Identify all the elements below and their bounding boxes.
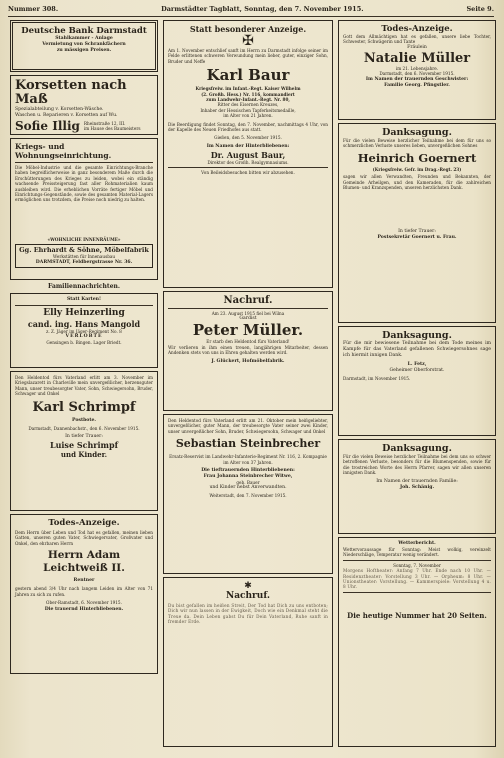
steinbrecher-place: Weiterstadt, den 7. November 1915. <box>209 493 287 499</box>
steinbrecher-by2: geb. Bauer <box>236 480 260 486</box>
baur-by2: Direktor des Großh. Realgymnasiums. <box>207 159 289 165</box>
natalie-age: im 21. Lebensjahre. <box>395 65 439 71</box>
fetz-role: Geheimer Oberforstrat. <box>389 368 445 373</box>
schaenig-by: Joh. Schänig. <box>399 484 435 490</box>
natalie-intro: Gott dem Allmächtigen hat es gefallen, unsere liebe Tochter, Schwester, Schwägerin und Tante <box>343 34 491 45</box>
mueller-firm: J. Glückert, Hofmöbelfabrik. <box>211 358 285 364</box>
wetter-lines: Morgens Hoftheater: Anfang 7 Uhr. Ende nach 10 Uhr. — Residenztheater: Vorstellung 3 Uhr. — Orpheum: 8 Uhr. — Unionstheater: Vorstellung. — Kammerspiele: Vorstellung 4 u. 8 Uhr. <box>343 568 491 590</box>
wetter-title: Wetterbericht. <box>398 541 436 546</box>
steinbrecher-mourn: Die tieftrauernden Hinterbliebenen: <box>201 468 295 474</box>
korsetten-addr: Rheinstraße 12, III. <box>83 120 126 126</box>
schrimpf-by2: und Kinder. <box>60 450 108 460</box>
wetter-text: Wettervoraussage für Sonntag: Meist wolkig, vereinzelt Niederschläge, Temperatur wenig verändert. <box>343 547 491 558</box>
leichtweiss-mourn: Die trauernd Hinterbliebenen. <box>44 607 124 613</box>
verlobte-name2: cand. ing. Hans Mangold <box>27 319 141 329</box>
bank-line1: Stahlkammer - Anlage <box>55 36 113 41</box>
goernert-text: sagen wir allen Verwandten, Freunden und Bekannten, der Gemeinde Arheilgen, und den Kameraden, für die zahlreichen Blumen- und Kranzspenden, unseren herzlichsten Dank. <box>343 174 491 191</box>
steinbrecher-age: im Alter von 37 Jahren. <box>223 459 273 465</box>
masthead-line: Darmstädter Tagblatt, Sonntag, den 7. November 1915. <box>161 5 364 13</box>
baur-role5: Inhaber der Hessischen Tapferkeitsmedaille, <box>200 107 296 113</box>
ad-ehrhardt <box>10 138 158 280</box>
goernert-by: Postsekretär Goernert u. Frau. <box>377 235 457 241</box>
ad-schrimpf <box>10 371 158 511</box>
mueller-intro: Am 23. August 1915 fiel bei Wilna <box>211 311 285 316</box>
ad-fetz <box>338 326 496 436</box>
page-number: Nummer 308. <box>8 5 59 13</box>
natalie-name: Natalie Müller <box>363 50 471 66</box>
verlobte-label: VERLOBTE <box>65 334 103 340</box>
steinbrecher-by: Frau Johanna Steinbrecher Witwe, <box>203 474 293 480</box>
natalie-mourn: Im Namen der trauernden Geschwister: <box>365 76 469 82</box>
nachruf2-lines: Du bist gefallen im heißen Streit, Der Tod hat Dich zu uns entboten; Dich wir nun lassen in der Ewigkeit, Doch wie ein Denkmal steht die Treue da. Dein Leben gabst Du für Dein Vaterland, Ruhe sanft in fremder Erde. <box>168 603 328 625</box>
ad-baur <box>163 20 333 288</box>
leichtweiss-title: Todes-Anzeige. <box>48 518 120 528</box>
schrimpf-place: Darmstadt, Dannenbachstr., den 6. November 1915. <box>28 425 140 431</box>
bank-line3: zu mässigen Preisen. <box>56 48 112 53</box>
schaenig-text: Für die vielen Beweise herzlicher Teilnahme bei dem uns so schwer betroffenen Verluste, besonders für die Blumenspenden, sowie für die trostreichen Worte des Herrn Pfarrer, sagen wir allen unseren innigsten Dank. <box>343 454 491 476</box>
krieg-body: Die Möbel-Industrie und die gesamte Einrichtungs-Branche haben begreiflicherweise in ganz besonderem Maße durch die Erschütterungen des Krieges zu leiden, wobei ein ständig wachsende Preissteigerung fast aller Rohmaterialien kaum ausbleiben wird. Die erheblichen Vorräte fertiger Möbel und Einrichtungs-Gegenstände, sowie des gesamten Material-Lagers ermöglichen uns trotzdem, die Preise noch niedrig zu halten. <box>15 165 153 203</box>
baur-role2: (2. Großh. Hess.) Nr. 116, kommandiert <box>201 91 295 97</box>
schrimpf-name: Karl Schrimpf <box>32 399 136 415</box>
goernert-title: Danksagung. <box>382 127 452 138</box>
ad-schaenig <box>338 439 496 534</box>
iron-cross-icon: ✠ <box>242 33 254 49</box>
page-header <box>8 2 494 17</box>
verlobte-top: Statt Karten! <box>66 297 102 302</box>
ad-goernert <box>338 123 496 323</box>
steinbrecher-role: Ersatz-Reservist im Landwehr-Infanterie-Regiment Nr. 116, 2. Kompagnie <box>169 454 327 460</box>
schaenig-mourn: Im Namen der trauernden Familie: <box>376 478 458 484</box>
ad-mueller-natalie <box>338 20 496 120</box>
ehrhardt-city: DARMSTADT, Feldbergstrasse Nr. 36. <box>35 259 133 265</box>
mueller-text2: Wir verlieren in ihm einen treuen, langjährigen Mitarbeiter, dessen Andenken stets von uns in Ehren gehalten werden wird. <box>168 344 328 356</box>
bank-line2: Vermietung von Schrankfächern <box>42 42 126 47</box>
fetz-name: L. Fetz, <box>407 362 427 367</box>
ad-korsetten <box>10 75 158 135</box>
wetter-date: Sonntag, 7. November <box>393 562 441 568</box>
natalie-by: Familie Georg. Pfingstler. <box>384 82 450 88</box>
baur-note: Von Beileidsbesuchen bitten wir abzusehen. <box>201 170 295 176</box>
mueller-title: Nachruf. <box>223 295 273 306</box>
baur-title: Statt besonderer Anzeige. <box>189 24 307 34</box>
goernert-role: (Kriegsfreiw. Gefr. im Drag.-Regt. 23) <box>372 166 462 172</box>
ad-verlobte <box>10 293 158 368</box>
baur-mourn: Im Namen der Hinterbliebenen: <box>206 143 290 149</box>
nachruf2-title: Nachruf. <box>225 591 271 601</box>
ehrhardt-firm: Gg. Ehrhardt & Söhne, Möbelfabrik <box>19 246 149 255</box>
korsetten-sub2: Waschen u. Reparieren v. Korsetten auf Wu. <box>15 113 118 118</box>
leichtweiss-name: Herrn Adam Leichtweiß II. <box>43 549 125 575</box>
baur-age: im Alter von 21 Jahren. <box>223 113 273 119</box>
baur-role3: zum Landwehr-Infant.-Regt. Nr. 80, <box>206 97 290 103</box>
column-left <box>10 20 158 750</box>
star-icon: ✱ <box>244 581 252 591</box>
baur-role4: Ritter des Eisernen Kreuzes, <box>217 102 279 108</box>
bank-title: Deutsche Bank Darmstadt <box>21 26 147 36</box>
baur-by: Dr. August Baur, <box>210 149 286 160</box>
ad-deutsche-bank <box>10 20 158 72</box>
verlobte-name1: Elly Heinzerling <box>43 308 125 318</box>
baur-role: Kriegsfreiw. im Infant.-Regt. Kaiser Wilhelm <box>195 86 301 92</box>
baur-intro: Am 1. November entschlief sanft im Herrn zu Darmstadt infolge seiner im Felde erlittenen schweren Verwundung mein lieber, guter, einziger Sohn, Bruder und Neffe <box>168 48 328 64</box>
leichtweiss-intro: Dem Herrn über Leben und Tod hat es gefallen, meinen lieben Gatten, unseren guten Vater, Schwiegervater, Großvater und Onkel, den ehrbaren Herrn <box>15 530 153 546</box>
natalie-place: Darmstadt, den 6. November 1915. <box>379 71 455 77</box>
fetz-place: Darmstadt, im November 1915. <box>343 376 411 381</box>
ad-leichtweiss <box>10 514 158 674</box>
section-familien: Familiennachrichten. <box>48 283 120 290</box>
wetter-section <box>338 537 496 747</box>
leichtweiss-text: gestern abend 3/4 Uhr nach langem Leiden im Alter von 71 Jahren zu sich zu rufen. <box>15 586 153 597</box>
korsetten-title: Korsetten nach Maß <box>15 78 127 107</box>
fetz-title: Danksagung. <box>382 330 452 341</box>
korsetten-sub: Spezialabteilung v. Korsetten-Wäsche. <box>15 107 104 112</box>
ehrhardt-firm2: Werkstätten für Innenausbau <box>52 254 116 260</box>
mueller-name: Peter Müller. <box>192 321 304 340</box>
ad-nachruf2 <box>163 577 333 747</box>
steinbrecher-intro: Den Heldentod fürs Vaterland erlitt am 21. Oktober mein heißgeliebter, unvergeßlicher, guter Mann, der treubesorgte Vater seiner zwei Kinder, unser unvergeßlicher Sohn, Bruder, Schwiegersohn, Schwager und Onkel <box>168 418 328 434</box>
mueller-text: Er starb den Heldentod fürs Vaterland! <box>206 339 290 345</box>
schrimpf-by: Luise Schrimpf <box>49 440 119 451</box>
schrimpf-intro: Den Heldentod fürs Vaterland erlitt am 3. November im Kriegslazarett in Charleville mein unvergeßlicher, herzensguter Mann, unser treubesorgter Vater, Sohn, Schwiegersohn, Bruder, Schwager und Onkel <box>15 375 153 397</box>
fetz-text: Für die mir bewiesene Teilnahme bei dem Tode meines im Kampfe für das Vaterland gefallenen Schwiegersohnes sage ich hiermit innigen Dank. <box>343 341 491 358</box>
leichtweiss-place: Ober-Ramstadt, 6. November 1915. <box>46 600 122 606</box>
ad-steinbrecher <box>163 414 333 574</box>
goernert-intro: Für die vielen Beweise herzlicher Teilnahme bei dem für uns so schmerzlichen Verluste unseres lieben, unvergeßlichen Sohnes <box>343 138 491 149</box>
column-right <box>338 20 496 750</box>
page-label: Seite 9. <box>466 5 494 13</box>
schaenig-title: Danksagung. <box>382 443 452 454</box>
baur-burial: Die Beerdigung findet Sonntag, den 7. November, nachmittags 4 Uhr, von der Kapelle des Neuen Friedhofes aus statt. <box>168 121 328 133</box>
leichtweiss-role: Rentner <box>73 578 95 584</box>
krieg-title: Kriegs- und Wohnungseinrichtung. <box>15 142 112 160</box>
verlobte-place: Gensingen b. Bingen. Lager Briedt. <box>46 340 122 346</box>
korsetten-name: Sofie Illig <box>15 119 80 133</box>
baur-name: Karl Baur <box>206 66 290 85</box>
schrimpf-mourn: In tiefer Trauer: <box>65 434 103 440</box>
ad-mueller <box>163 291 333 411</box>
korsetten-addr2: im Hause des Baumeisters <box>83 126 141 131</box>
schrimpf-role: Postbote. <box>71 417 97 423</box>
baur-place: Gießen, den 5. November 1915. <box>214 135 282 141</box>
natalie-pre: Fräulein <box>407 44 427 50</box>
column-middle <box>163 20 333 750</box>
goernert-name: Heinrich Goernert <box>357 150 477 165</box>
page-count-note: Die heutige Nummer hat 20 Seiten. <box>347 610 487 620</box>
goernert-mourn: In tiefer Trauer: <box>398 229 436 235</box>
krieg-tail: «WOHNLICHE INNENRÄUME» <box>47 237 121 242</box>
natalie-title: Todes-Anzeige. <box>381 24 453 34</box>
verlobte-name2b: z. Z. Jäger im Jäger-Regiment No. 8 <box>46 329 122 334</box>
steinbrecher-by3: und Kinder nebst Anverwandten. <box>209 485 287 491</box>
steinbrecher-name: Sebastian Steinbrecher <box>175 437 321 451</box>
mueller-pre: Gardist <box>239 316 257 322</box>
